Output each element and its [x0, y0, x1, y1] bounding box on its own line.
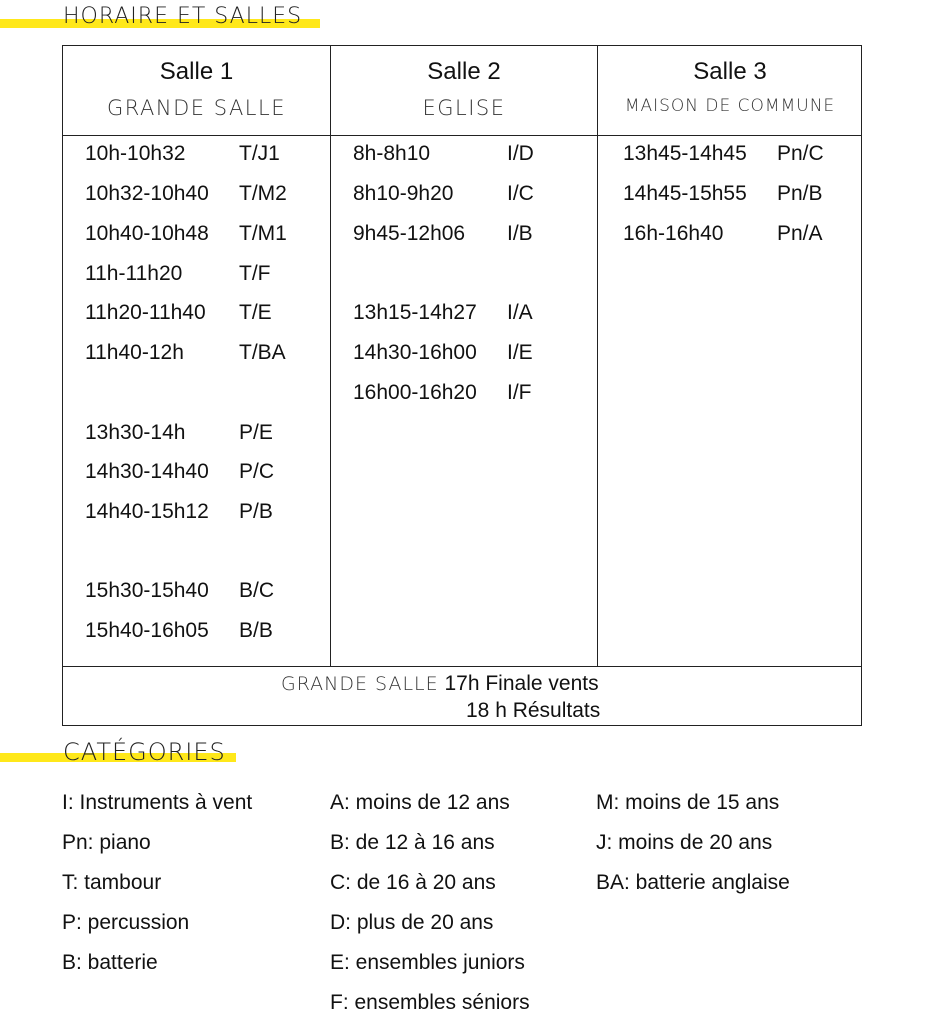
schedule-footer — [63, 666, 861, 726]
slot-code: T/M1 — [239, 222, 287, 245]
slot-code: I/C — [507, 182, 534, 205]
slot-code: P/B — [239, 500, 273, 523]
slot-time: 11h20-11h40 — [85, 301, 206, 324]
slot-code: Pn/C — [777, 142, 824, 165]
slot-time: 10h32-10h40 — [85, 182, 209, 205]
category-item: P: percussion — [62, 911, 190, 934]
slot-time: 14h30-14h40 — [85, 460, 209, 483]
category-item: B: batterie — [62, 951, 158, 974]
slot-time: 9h45-12h06 — [353, 222, 466, 245]
slot-code: T/BA — [239, 341, 286, 364]
room-header — [331, 46, 597, 136]
slot-time: 10h40-10h48 — [85, 222, 209, 245]
slot-time: 14h40-15h12 — [85, 500, 209, 523]
slot-time: 14h30-16h00 — [353, 341, 477, 364]
slot-code: T/M2 — [239, 182, 287, 205]
category-item: A: moins de 12 ans — [330, 791, 510, 814]
room-subtitle: MAISON DE COMMUNE — [624, 96, 836, 116]
category-item: M: moins de 15 ans — [596, 791, 780, 814]
slot-code: I/A — [507, 301, 533, 324]
slot-code: I/B — [507, 222, 533, 245]
slot-code: I/D — [507, 142, 534, 165]
slot-time: 14h45-15h55 — [623, 182, 747, 205]
slot-time: 16h00-16h20 — [353, 381, 477, 404]
category-item: Pn: piano — [62, 831, 151, 854]
slot-time: 13h45-14h45 — [623, 142, 747, 165]
slot-code: I/F — [507, 381, 532, 404]
slot-time: 10h-10h32 — [85, 142, 186, 165]
room-column-1 — [63, 46, 330, 666]
slot-time: 15h40-16h05 — [85, 619, 209, 642]
slot-code: T/J1 — [239, 142, 280, 165]
room-name: Salle 2 — [427, 58, 501, 85]
slot-time: 11h-11h20 — [85, 262, 183, 285]
category-item: F: ensembles séniors — [330, 991, 530, 1014]
room-header — [598, 46, 862, 136]
slot-code: P/C — [239, 460, 275, 483]
slot-time: 11h40-12h — [85, 341, 184, 364]
category-item: I: Instruments à vent — [62, 791, 253, 814]
footer-venue: GRANDE SALLE — [281, 673, 439, 695]
slot-code: P/E — [239, 421, 273, 444]
room-name: Salle 3 — [693, 58, 767, 85]
room-column-3 — [597, 46, 862, 666]
footer-final-line — [281, 671, 599, 697]
category-item: B: de 12 à 16 ans — [330, 831, 495, 854]
slot-code: I/E — [507, 341, 533, 364]
category-item: J: moins de 20 ans — [596, 831, 773, 854]
room-name: Salle 1 — [159, 58, 234, 85]
slot-code: Pn/A — [777, 222, 823, 245]
slot-time: 8h-8h10 — [353, 142, 431, 165]
category-item: E: ensembles juniors — [330, 951, 525, 974]
category-item: D: plus de 20 ans — [330, 911, 494, 934]
slot-time: 13h15-14h27 — [353, 301, 477, 324]
category-item: BA: batterie anglaise — [596, 871, 790, 894]
slot-code: T/E — [239, 301, 272, 324]
slot-time: 16h-16h40 — [623, 222, 724, 245]
footer-results: 18 h Résultats — [466, 699, 601, 722]
slot-time: 15h30-15h40 — [85, 579, 209, 602]
slot-code: B/B — [239, 619, 273, 642]
slot-time: 13h30-14h — [85, 421, 186, 444]
slot-time: 8h10-9h20 — [353, 182, 454, 205]
schedule-heading-label: HORAIRE ET SALLES — [63, 4, 303, 29]
category-item: C: de 16 à 20 ans — [330, 871, 496, 894]
slot-code: Pn/B — [777, 182, 823, 205]
category-item: T: tambour — [62, 871, 162, 894]
room-header — [63, 46, 330, 136]
categories-heading-label: CATÉGORIES — [63, 738, 226, 766]
room-column-2 — [330, 46, 597, 666]
footer-final: 17h Finale vents — [444, 672, 599, 695]
slot-code: T/F — [239, 262, 271, 285]
schedule-table — [62, 45, 862, 726]
room-subtitle: GRANDE SALLE — [107, 96, 286, 120]
room-subtitle: EGLISE — [422, 96, 506, 120]
slot-code: B/C — [239, 579, 275, 602]
